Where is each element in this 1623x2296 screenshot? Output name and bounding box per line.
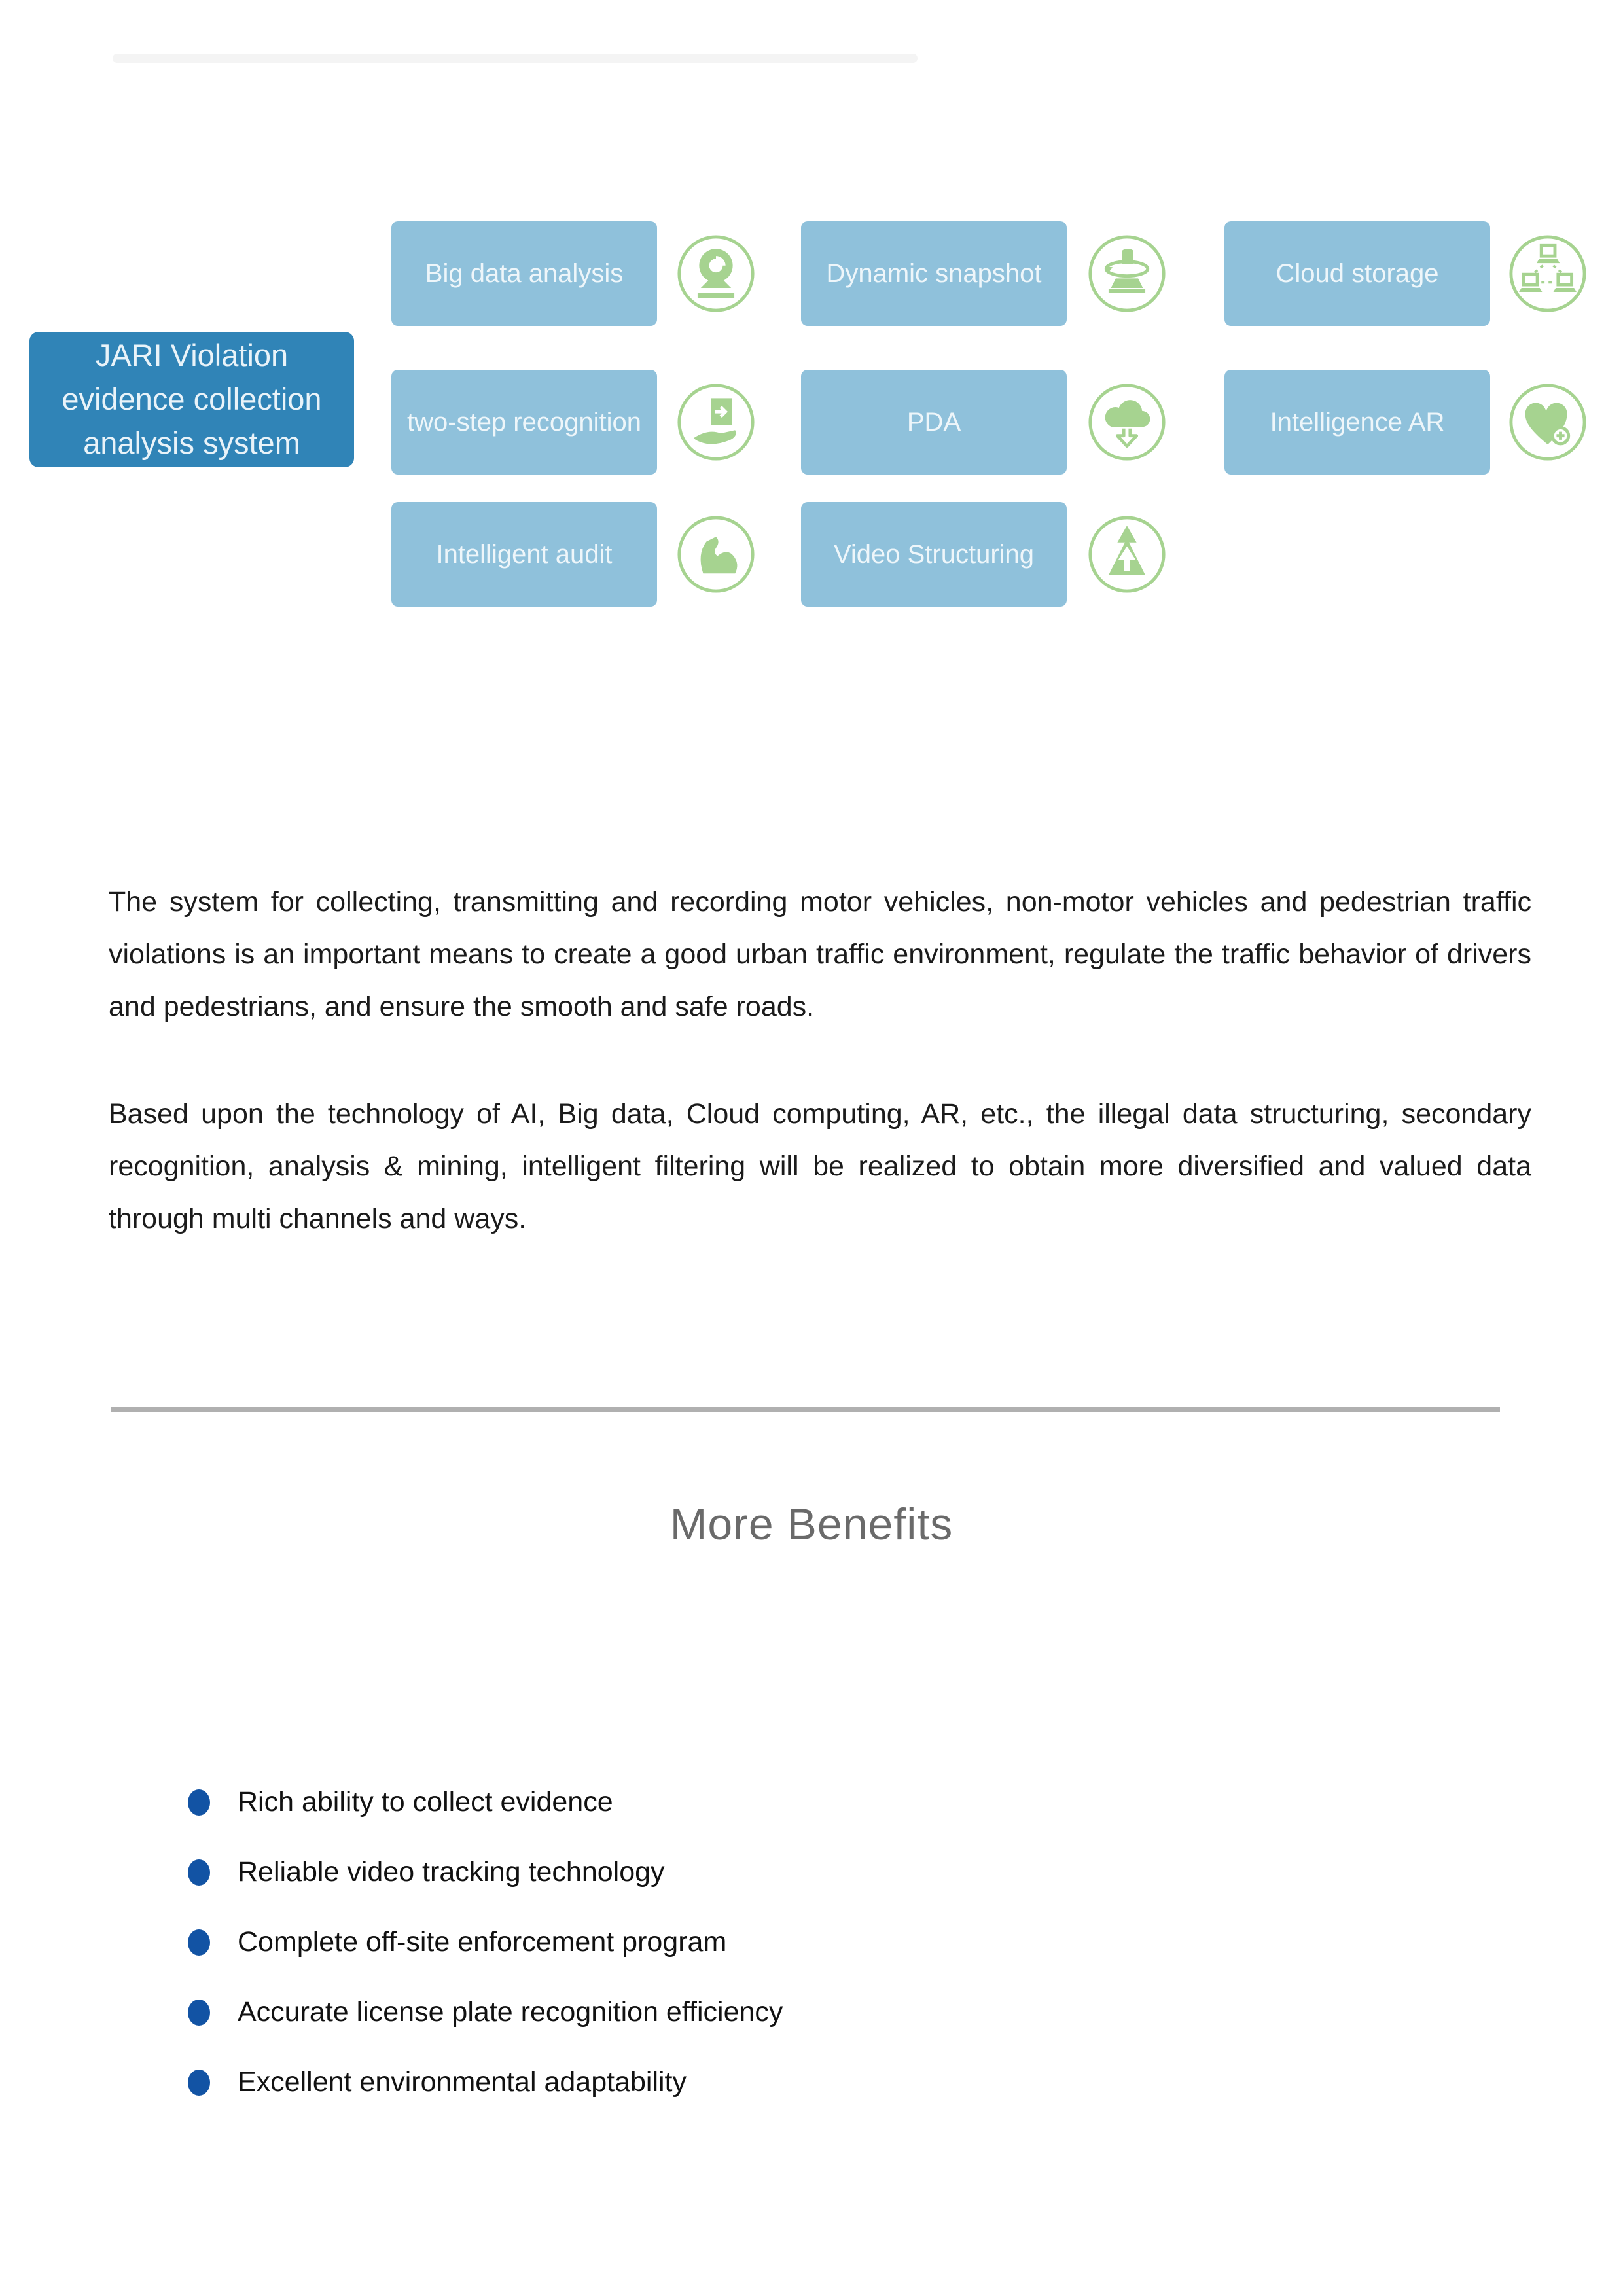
section-divider [111, 1407, 1500, 1412]
feature-label-big-data-analysis: Big data analysis [425, 259, 624, 288]
benefit-item [188, 2047, 783, 2117]
paragraph-1: The system for collecting, transmitting and recording motor vehicles, non-motor vehicles and pedestrian traffic violations is an important means to create a good urban traffic environment, regulate the traffic behavior of drivers and pedestrians, and ensure the smooth and safe roads. [109, 886, 1531, 1022]
benefit-text: Excellent environmental adaptability [238, 2066, 687, 2098]
feature-box-intelligent-audit [391, 502, 657, 607]
heart-plus-icon [1508, 382, 1588, 462]
feature-box-video-structuring [801, 502, 1067, 607]
muscle-arm-icon [676, 514, 756, 594]
benefit-text: Reliable video tracking technology [238, 1856, 665, 1888]
feature-label-cloud-storage: Cloud storage [1275, 259, 1439, 288]
benefit-item [188, 1977, 783, 2047]
benefit-text: Accurate license plate recognition efficiency [238, 1996, 783, 2028]
document-hand-icon [676, 382, 756, 462]
webcam-icon [676, 234, 756, 314]
bullet-dot-icon [188, 2070, 210, 2096]
system-root-label: JARI Violation evidence collection analysis system [62, 338, 322, 460]
feature-box-intelligence-ar [1224, 370, 1490, 475]
feature-label-video-structuring: Video Structuring [833, 540, 1035, 569]
benefit-item [188, 1907, 783, 1977]
system-root-box [29, 332, 354, 467]
feature-box-big-data-analysis [391, 221, 657, 326]
benefit-text: Complete off-site enforcement program [238, 1926, 727, 1958]
benefits-heading: More Benefits [669, 1499, 954, 1549]
paragraph-2: Based upon the technology of AI, Big data, Cloud computing, AR, etc., the illegal data structuring, secondary recognition, analysis & mining, intelligent filtering will be realized to obtain more diversified and valued data through multi channels and ways. [109, 1098, 1531, 1234]
cloud-download-icon [1087, 382, 1167, 462]
feature-label-pda: PDA [906, 408, 961, 437]
faint-header-artifact [113, 54, 918, 63]
rotating-scan-icon [1087, 234, 1167, 314]
feature-box-dynamic-snapshot [801, 221, 1067, 326]
tree-arrows-icon [1087, 514, 1167, 594]
network-computers-icon [1508, 234, 1588, 314]
bullet-dot-icon [188, 2000, 210, 2026]
feature-label-intelligent-audit: Intelligent audit [436, 540, 613, 569]
bullet-dot-icon [188, 1929, 210, 1956]
feature-box-cloud-storage [1224, 221, 1490, 326]
feature-box-two-step-recognition [391, 370, 657, 475]
feature-label-intelligence-ar: Intelligence AR [1270, 408, 1445, 437]
benefit-item [188, 1837, 783, 1907]
benefit-item [188, 1767, 783, 1837]
benefits-list [188, 1767, 783, 2117]
feature-box-pda [801, 370, 1067, 475]
bullet-dot-icon [188, 1859, 210, 1886]
bullet-dot-icon [188, 1789, 210, 1816]
benefit-text: Rich ability to collect evidence [238, 1786, 613, 1818]
feature-label-two-step-recognition: two-step recognition [407, 408, 641, 437]
feature-label-dynamic-snapshot: Dynamic snapshot [826, 259, 1042, 288]
description-text [109, 876, 1531, 1300]
